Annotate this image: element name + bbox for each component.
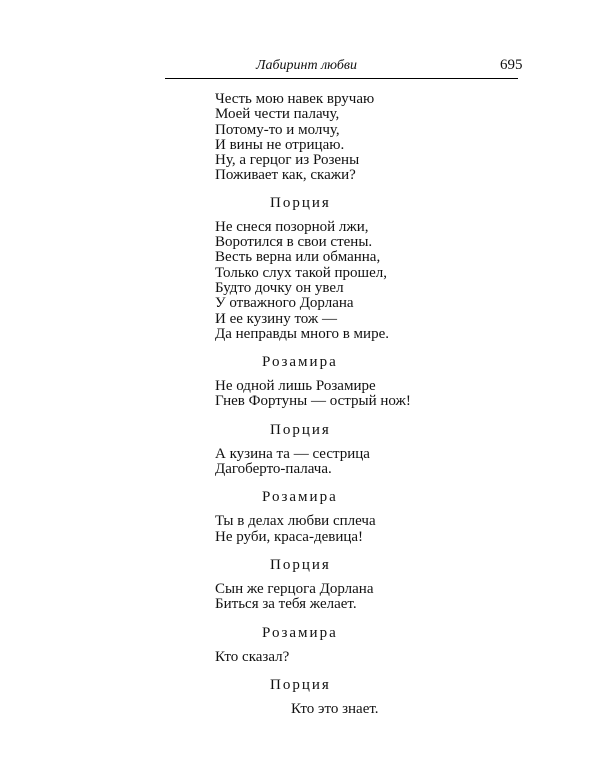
verse-line: Только слух такой прошел, (215, 264, 388, 281)
verse-line: Да неправды много в мире. (215, 325, 389, 342)
verse-line: Поживает как, скажи? (215, 167, 356, 184)
verse-line: И ее кузину тож — (215, 310, 338, 327)
verse-block (215, 582, 535, 613)
verse-line: Кто это знает. (291, 700, 379, 717)
speaker-name: Порция (270, 676, 331, 693)
verse-block (215, 447, 535, 478)
verse-block (215, 220, 535, 342)
running-title: Лабиринт любви (256, 58, 357, 73)
verse-line: Кто сказал? (215, 648, 290, 665)
verse-line: Сын же герцога Дорлана (215, 580, 374, 597)
verse-block (215, 650, 535, 665)
speaker-name: Порция (270, 421, 331, 438)
speaker-name: Порция (270, 194, 331, 211)
verse-block (215, 92, 535, 184)
speaker-name: Розамира (262, 489, 338, 506)
verse-line: Воротился в свои стены. (215, 234, 373, 251)
verse-block (215, 379, 535, 410)
verse-block (215, 514, 535, 545)
speaker-name: Порция (270, 556, 331, 573)
poem-text (215, 92, 535, 717)
speaker-name: Розамира (262, 624, 338, 641)
verse-line: Дагоберто-палача. (215, 461, 332, 478)
verse-line: Весть верна или обманна, (215, 249, 381, 266)
verse-line: Биться за тебя желает. (215, 596, 357, 613)
verse-line: У отважного Дорлана (215, 295, 354, 312)
verse-line: Ты в делах любви сплеча (215, 513, 376, 530)
verse-line: Будто дочку он увел (215, 279, 344, 296)
verse-block (215, 702, 535, 717)
verse-line: Не одной лишь Розамире (215, 378, 376, 395)
verse-line: Моей чести палачу, (215, 106, 340, 123)
verse-line: Гнев Фортуны — острый нож! (215, 393, 411, 410)
verse-line: Честь мою навек вручаю (215, 91, 375, 107)
verse-line: Не руби, краса-девица! (215, 528, 364, 545)
verse-line: Потому-то и молчу, (215, 121, 340, 138)
verse-line: Не снеся позорной лжи, (215, 218, 369, 235)
header-rule (165, 78, 518, 79)
verse-line: Ну, а герцог из Розены (215, 152, 360, 169)
speaker-name: Розамира (262, 354, 338, 371)
verse-line: И вины не отрицаю. (215, 136, 345, 153)
page-number: 695 (500, 57, 523, 73)
verse-line: А кузина та — сестрица (215, 445, 370, 462)
